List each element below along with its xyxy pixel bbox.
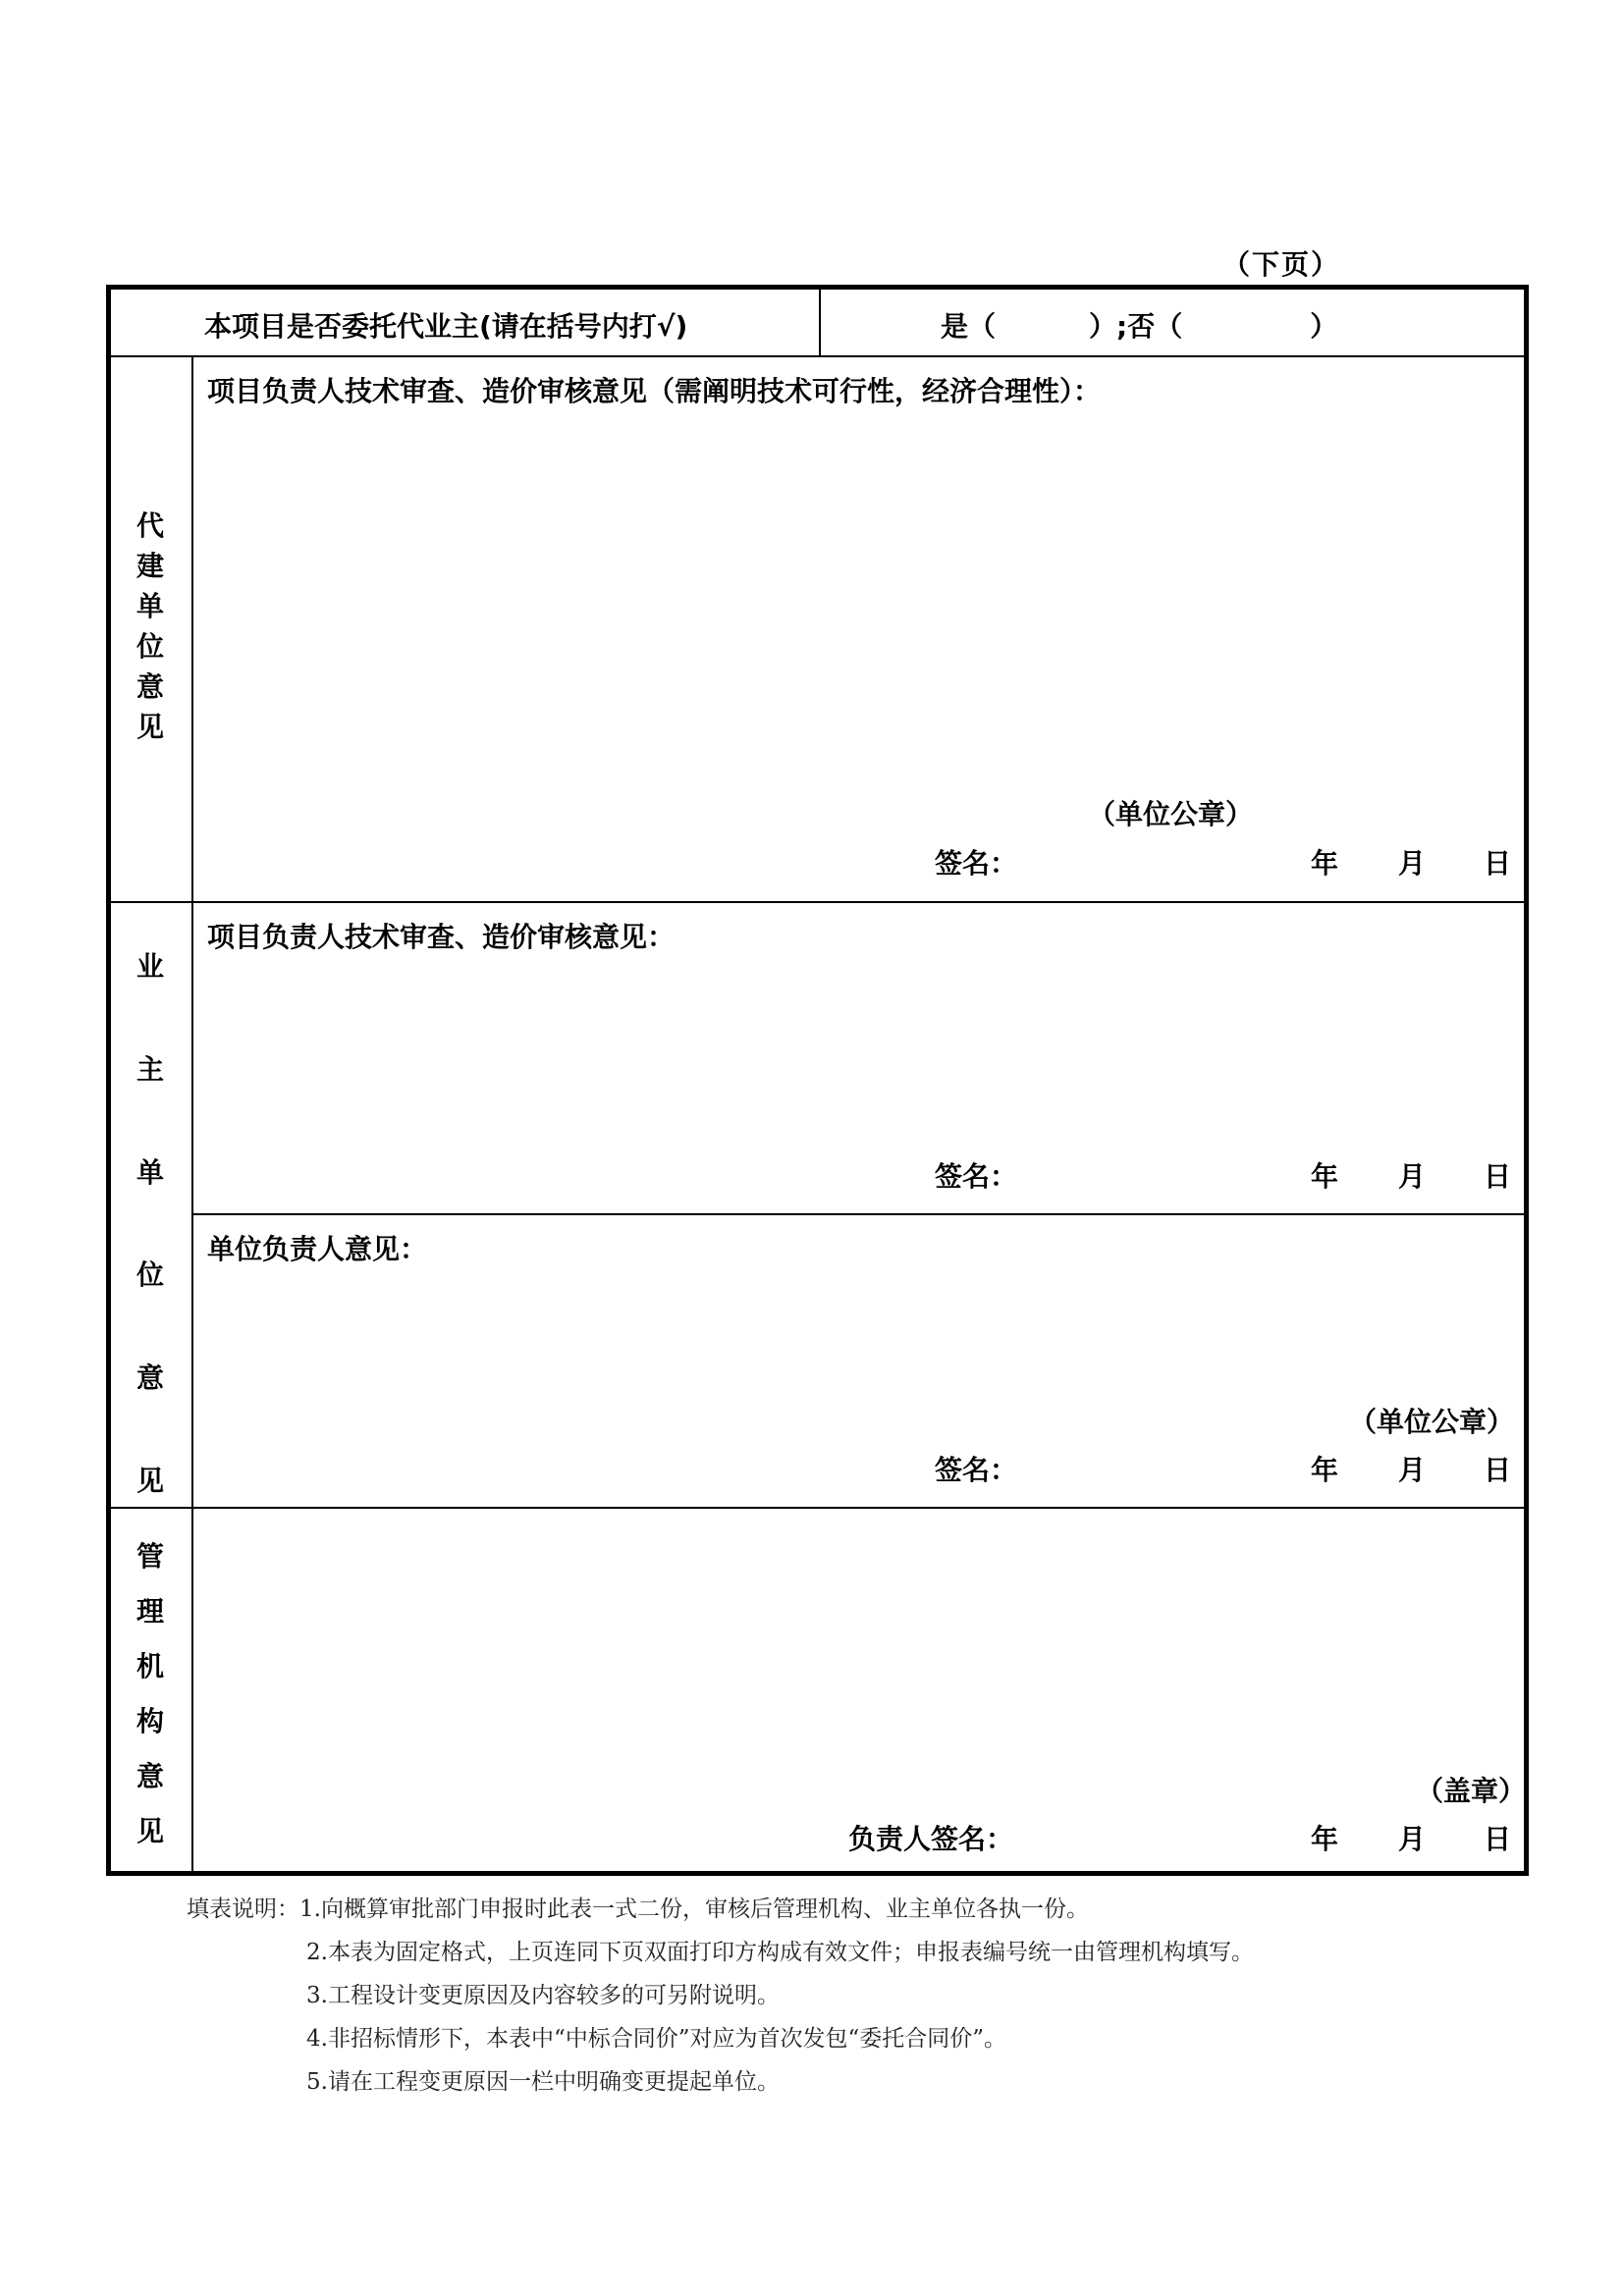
owner-head-month: 月 [1398,1454,1427,1486]
management-side-char: 见 [135,1815,164,1847]
agent-unit-side-char: 建 [135,550,164,582]
owner-head-year: 年 [1311,1454,1339,1486]
owner-head-day: 日 [1484,1454,1512,1486]
yes-label: 是（ [941,310,997,343]
management-side-char: 构 [135,1705,164,1737]
delegate-answer[interactable] [941,305,1337,345]
management-side-char: 理 [135,1595,164,1628]
agent-unit-side-char: 意 [135,670,164,703]
owner-unit-side-title [131,949,170,1499]
fill-instructions-2: 2.本表为固定格式，上页连同下页双面打印方构成有效文件；申报表编号统一由管理机构填写。 [306,1940,1254,1965]
owner-tech-opinion-label: 项目负责人技术审查、造价审核意见： [207,921,676,953]
fill-instructions-5: 5.请在工程变更原因一栏中明确变更提起单位。 [306,2069,780,2095]
fill-instructions-3: 3.工程设计变更原因及内容较多的可另附说明。 [306,1983,780,2008]
management-year: 年 [1311,1823,1339,1855]
owner-unit-side-char: 主 [135,1052,164,1086]
owner-head-opinion-label: 单位负责人意见： [207,1233,428,1265]
management-seal: （盖章） [1416,1775,1527,1807]
management-side-char: 意 [135,1760,164,1792]
no-label: ）;否（ [1089,310,1183,343]
management-month: 月 [1398,1823,1427,1855]
agent-unit-side-char: 单 [135,590,164,622]
agent-opinion-label: 项目负责人技术审查、造价审核意见（需阐明技术可行性，经济合理性）： [207,375,1102,407]
agent-unit-side-char: 代 [135,509,164,542]
row-divider-1 [111,355,1524,357]
owner-unit-side-char: 见 [135,1464,164,1497]
label-col-divider [191,355,193,1871]
fill-instructions-4: 4.非招标情形下，本表中“中标合同价”对应为首次发包“委托合同价”。 [306,2026,1006,2052]
owner-tech-day: 日 [1484,1160,1512,1193]
management-sign-label: 负责人签名： [848,1823,1014,1855]
management-day: 日 [1484,1823,1512,1855]
owner-tech-month: 月 [1398,1160,1427,1193]
owner-tech-sign-label: 签名： [935,1160,1018,1193]
management-side-char: 管 [135,1540,164,1573]
management-side-title [131,1529,170,1859]
page-label: （下页） [1222,248,1341,281]
agent-unit-side-char: 见 [135,711,164,743]
owner-unit-side-char: 意 [135,1362,164,1395]
owner-head-sign-label: 签名： [935,1454,1018,1486]
header-col-divider [819,290,821,355]
fill-instructions-1: 填表说明：1.向概算审批部门申报时此表一式二份，审核后管理机构、业主单位各执一份。 [187,1896,1089,1922]
close-paren: ） [1310,310,1338,343]
owner-seal: （单位公章） [1349,1406,1515,1438]
delegate-question: 本项目是否委托代业主(请在括号内打√) [204,310,688,343]
row-divider-4 [111,1507,1524,1509]
agent-unit-side-char: 位 [135,630,164,663]
row-divider-3 [191,1213,1524,1215]
management-side-char: 机 [135,1650,164,1682]
owner-unit-side-char: 单 [135,1155,164,1189]
agent-year: 年 [1311,847,1339,880]
agent-seal: （单位公章） [1088,798,1254,830]
opinion-form [106,285,1529,1876]
agent-month: 月 [1398,847,1427,880]
owner-unit-side-char: 位 [135,1258,164,1292]
agent-day: 日 [1484,847,1512,880]
agent-unit-side-title [131,506,170,747]
agent-sign-label: 签名： [935,847,1018,880]
owner-unit-side-char: 业 [135,950,164,983]
row-divider-2 [111,901,1524,903]
owner-tech-year: 年 [1311,1160,1339,1193]
